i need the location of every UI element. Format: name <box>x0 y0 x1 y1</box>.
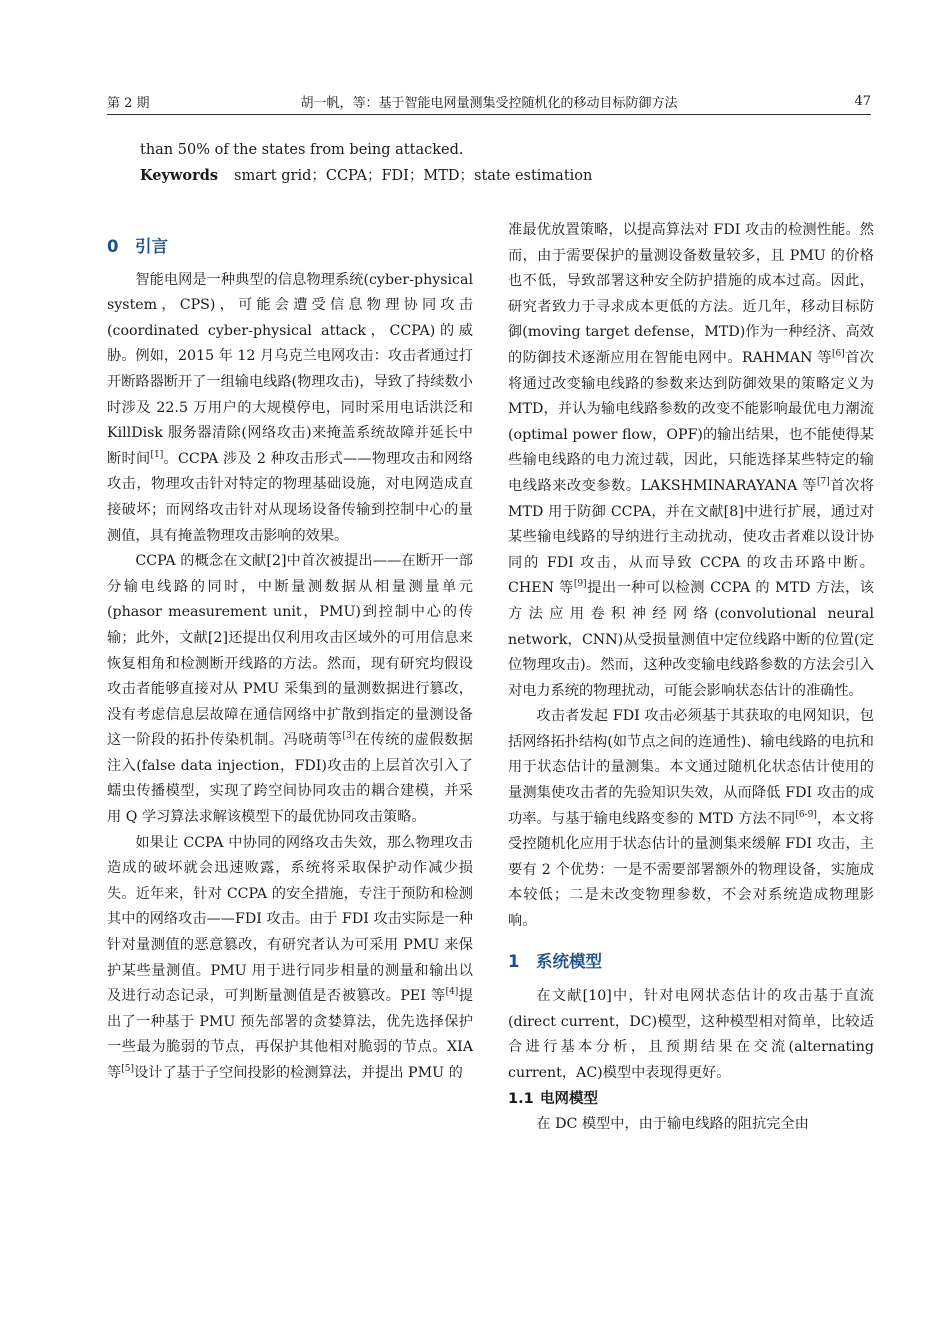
section-number: 1 <box>508 951 520 971</box>
section-title: 系统模型 <box>536 951 602 971</box>
paragraph: 智能电网是一种典型的信息物理系统(cyber-physical system，CPS)，可能会遭受信息物理协同攻击(coordinated cyber-physical attack，CCPA)的威胁。例如，2015 年 12 月乌克兰电网攻击：攻击者通过打开断路器断开了一组输电线路(物理攻击)，导致了持续数小时涉及 22.5 万用户的大规模停电，同时采用电话洪泛和 KillDisk 服务器清除(网络攻击)来掩盖系统故障并延长中断时间[1]。CCPA 涉及 2 种攻击形式——物理攻击和网络攻击，物理攻击针对特定的物理基础设施，对电网造成直接破坏；而网络攻击针对从现场设备传输到控制中心的量测值，具有掩盖物理攻击影响的效果。 <box>107 271 473 544</box>
issue-label: 第 2 期 <box>107 96 150 111</box>
paragraph-continued: 准最优放置策略，以提高算法对 FDI 攻击的检测性能。然而，由于需要保护的量测设备数量较多，且 PMU 的价格也不低，导致部署这种安全防护措施的成本过高。因此，研究者致力于寻求成本更低的方法。近几年，移动目标防御(moving target defense，MTD)作为一种经济、高效的防御技术逐渐应用在智能电网中。RAHMAN 等[6]首次将通过改变输电线路的参数来达到防御效果的策略定义为 MTD，并认为输电线路参数的改变不能影响最优电力潮流(optimal power flow，OPF)的输出结果，也不能使得某些输电线路的电力流过载，因此，只能选择某些特定的输电线路来改变参数。LAKSHMINARAYANA 等[7]首次将 MTD 用于防御 CCPA，并在文献[8]中进行扩展，通过对某些输电线路的导纳进行主动扰动，使攻击者难以设计协同的 FDI 攻击，从而导致 CCPA 的攻击环路中断。CHEN 等[9]提出一种可以检测 CCPA 的 MTD 方法，该方法应用卷积神经网络(convolutional neural network，CNN)从受损量测值中定位线路中断的位置(定位物理攻击)。然而，这种改变输电线路参数的方法会引入对电力系统的物理扰动，可能会影响状态估计的准确性。 <box>508 222 874 699</box>
subsection-title: 电网模型 <box>540 1090 598 1107</box>
keywords-list: smart grid；CCPA；FDI；MTD；state estimation <box>234 168 593 184</box>
keywords-label: Keywords <box>140 167 219 184</box>
paragraph: 在 DC 模型中，由于输电线路的阻抗完全由 <box>536 1116 809 1133</box>
citation: [7] <box>817 476 830 487</box>
left-column <box>107 218 473 1087</box>
paragraph: 如果让 CCPA 中协同的网络攻击失效，那么物理攻击造成的破坏就会迅速败露，系统将采取保护动作减少损失。近年来，针对 CCPA 的安全措施，专注于预防和检测其中的网络攻击——FDI 攻击。由于 FDI 攻击实际是一种针对量测值的恶意篡改，有研究者认为可采用 PMU 来保护某些量测值。PMU 用于进行同步相量的测量和输出以及进行动态记录，可判断量测值是否被篡改。PEI 等[4]提出了一种基于 PMU 预先部署的贪婪算法，优先选择保护一些最为脆弱的节点，再保护其他相对脆弱的节点。XIA 等[5]设计了基于子空间投影的检测算法，并提出 PMU 的 <box>107 834 473 1081</box>
abstract-tail <box>140 138 860 189</box>
paragraph: 在文献[10]中，针对电网状态估计的攻击基于直流(direct current，DC)模型，这种模型相对简单，比较适合进行基本分析，且预期结果在交流(alternating current，AC)模型中表现得更好。 <box>508 988 874 1081</box>
citation: [4] <box>445 987 459 998</box>
right-column <box>508 218 874 1138</box>
citation: [3] <box>342 731 356 742</box>
paragraph: CCPA 的概念在文献[2]中首次被提出——在断开一部分输电线路的同时，中断量测数据从相量测量单元(phasor measurement unit，PMU)到控制中心的传输；此外，文献[2]还提出仅利用攻击区域外的可用信息来恢复相角和检测断开线路的方法。然而，现有研究均假设攻击者能够直接对从 PMU 采集到的量测数据进行篡改，没有考虑信息层故障在通信网络中扩散到指定的量测设备这一阶段的拓扑传染机制。冯晓萌等[3]在传统的虚假数据注入(false data injection，FDI)攻击的上层首次引入了蠕虫传播模型，实现了跨空间协同攻击的耦合建模，并采用 Q 学习算法求解该模型下的最优协同攻击策略。 <box>107 553 473 826</box>
citation: [6] <box>832 348 845 359</box>
running-header <box>107 88 871 115</box>
citation: [5] <box>121 1064 134 1074</box>
page-number: 47 <box>854 94 871 109</box>
subsection-number: 1.1 <box>508 1090 534 1107</box>
citation: [6-9] <box>795 809 817 820</box>
keywords-line <box>140 163 860 189</box>
subsection-heading-grid-model <box>508 1087 874 1113</box>
abstract-last-line: than 50% of the states from being attacked. <box>140 142 464 158</box>
running-title: 胡一帆，等：基于智能电网量测集受控随机化的移动目标防御方法 <box>300 96 678 111</box>
citation: [9] <box>573 579 587 590</box>
paragraph: 攻击者发起 FDI 攻击必须基于其获取的电网知识，包括网络拓扑结构(如节点之间的连通性)、输电线路的电抗和用于状态估计的量测集。本文通过随机化状态估计使用的量测集使攻击者的先验知识失效，从而降低 FDI 攻击的成功率。与基于输电线路变参的 MTD 方法不同[6-9]，本文将受控随机化应用于状态估计的量测集来缓解 FDI 攻击，主要有 2 个优势：一是不需要部署额外的物理设备，实施成本较低；二是未改变物理参数，不会对系统造成物理影响。 <box>508 708 874 930</box>
section-heading-introduction <box>107 218 473 268</box>
citation: [1] <box>150 449 164 460</box>
section-number: 0 <box>107 237 119 256</box>
section-heading-system-model <box>508 935 874 985</box>
section-title: 引言 <box>135 237 168 256</box>
